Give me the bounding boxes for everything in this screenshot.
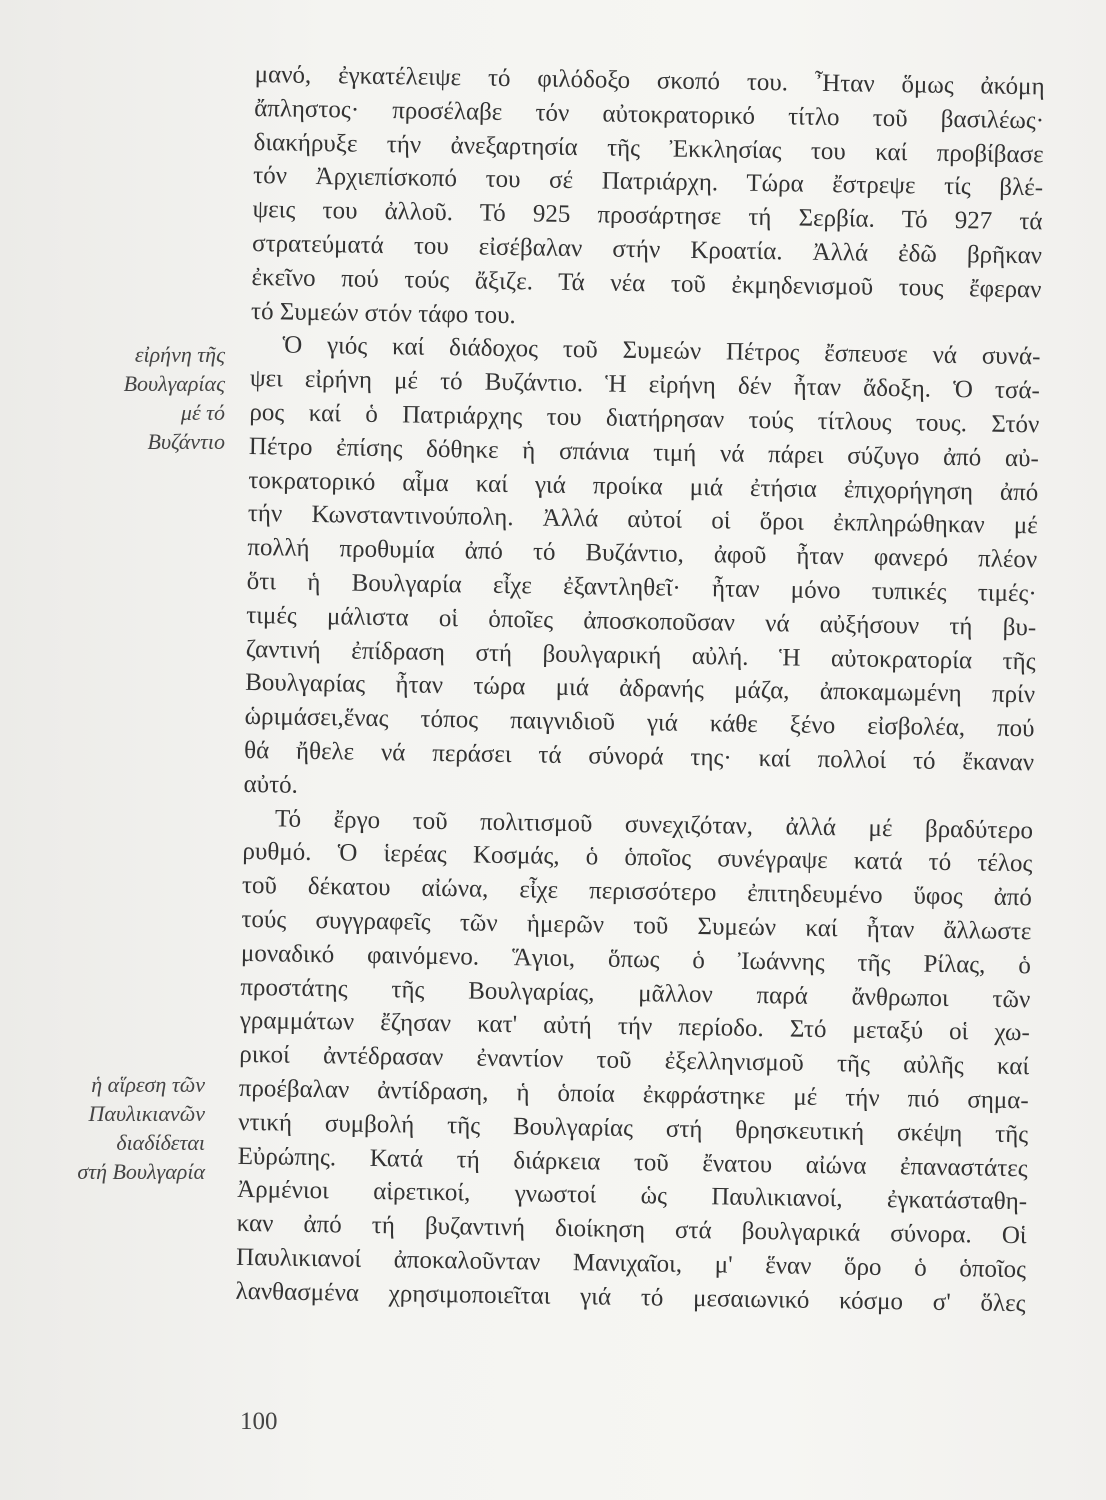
text-line: Βουλγαρίας ἦταν τώρα μιά ἀδρανής μάζα, ἀποκαμωμένη πρίν — [244, 669, 1036, 709]
text-line: ντική συμβολή τῆς Βουλγαρίας στή θρησκευτική σκέψη τῆς — [238, 1108, 1029, 1148]
paragraph-start-line: Ὁ γιός καί διάδοχος τοῦ Συμεών Πέτρος ἔσπευσε νά συνά- — [282, 331, 1041, 371]
margin-note-line: μέ τό — [180, 400, 225, 425]
text-line: ὅτι ἡ Βουλγαρία εἶχε ἐξαντληθεῖ· ἦταν μόνο τυπικές τιμές· — [246, 567, 1037, 608]
text-line: μανό, ἐγκατέλειψε τό φιλόδοξο σκοπό του. Ἦταν ὅμως ἀκόμη — [254, 60, 1045, 101]
text-line: προέβαλαν ἀντίδραση, ἡ ὁποία ἐκφράστηκε μέ τήν πιό σημα- — [238, 1074, 1029, 1115]
body-text — [235, 58, 1045, 1321]
text-line: λανθασμένα χρησιμοποιεῖται γιά τό μεσαιωνικό κόσμο σ' ὅλες — [235, 1277, 1026, 1317]
margin-note-line: διαδίδεται — [116, 1130, 205, 1155]
text-line: καν ἀπό τή βυζαντινή διοίκηση στά βουλγαρικά σύνορα. Οἱ — [236, 1209, 1027, 1250]
margin-note-line: Παυλικιανῶν — [88, 1101, 205, 1126]
text-line: ρικοί ἀντέδρασαν ἐναντίον τοῦ ἐξελληνισμοῦ τῆς αὐλῆς καί — [239, 1040, 1030, 1081]
text-line: τοκρατορικό αἷμα καί γιά προίκα μιά ἐτήσια ἐπιχορήγηση ἀπό — [248, 466, 1039, 506]
margin-note-line: εἰρήνη τῆς — [134, 342, 225, 367]
text-line: διακήρυξε τήν ἀνεξαρτησία τῆς Ἐκκλησίας του καί προβίβασε — [253, 128, 1044, 168]
text-line: τιμές μάλιστα οἱ ὁποῖες ἀποσκοποῦσαν νά αὐξήσουν τή βυ- — [246, 601, 1037, 642]
text-line: στρατεύματά του εἰσέβαλαν στήν Κροατία. Ἀλλά ἐδῶ βρῆκαν — [251, 229, 1043, 270]
text-line: ζαντινή ἐπίδραση στή βουλγαρική αὐλή. Ἡ αὐτοκρατορία τῆς — [245, 635, 1036, 675]
text-line: τήν Κωνσταντινούπολη. Ἀλλά αὐτοί οἱ ὅροι ἐκπληρώθηκαν μέ — [247, 500, 1038, 540]
text-line: ἄπληστος· προσέλαβε τόν αὐτοκρατορικό τίτλο τοῦ βασιλέως· — [253, 94, 1045, 135]
page-number: 100 — [240, 1408, 278, 1435]
text-line: γραμμάτων ἔζησαν κατ' αὐτή τήν περίοδο. Στό μεταξύ οἱ χω- — [239, 1007, 1030, 1047]
margin-note-line: Βουλγαρίας — [123, 371, 225, 396]
paragraph-start-line: Τό ἔργο τοῦ πολιτισμοῦ συνεχιζόταν, ἀλλά μέ βραδύτερο — [274, 804, 1034, 844]
text-line: ἐκεῖνο πού τούς ἄξιζε. Τά νέα τοῦ ἐκμηδενισμοῦ τους ἔφεραν — [251, 263, 1042, 304]
text-line: μοναδικό φαινόμενο. Ἅγιοι, ὅπως ὁ Ἰωάννης τῆς Ρίλας, ὁ — [240, 939, 1032, 980]
text-line: Ἀρμένιοι αἱρετικοί, γνωστοί ὡς Παυλικιανοί, ἐγκατάσταθη- — [237, 1176, 1028, 1216]
text-line: τόν Ἀρχιεπίσκοπό του σέ Πατριάρχη. Τώρα ἔστρεψε τίς βλέ- — [252, 162, 1044, 202]
margin-note-paulician-heresy — [40, 1070, 205, 1186]
text-line: ὡριμάσει,ἕνας τόπος παιγνιδιοῦ γιά κάθε ξένο εἰσβολέα, πού — [244, 703, 1035, 743]
text-line: τό Συμεών στόν τάφο του. — [250, 297, 516, 329]
text-line: ψεις του ἀλλοῦ. Τό 925 προσάρτησε τή Σερβία. Τό 927 τά — [252, 196, 1043, 236]
margin-note-line: Βυζάντιο — [147, 429, 225, 454]
text-line: προστάτης τῆς Βουλγαρίας, μᾶλλον παρά ἄνθρωποι τῶν — [240, 973, 1031, 1013]
text-line: ρος καί ὁ Πατριάρχης του διατήρησαν τούς τίτλους τους. Στόν — [249, 398, 1040, 439]
text-line: ψει εἰρήνη μέ τό Βυζάντιο. Ἡ εἰρήνη δέν ἦταν ἄδοξη. Ὁ τσά- — [249, 365, 1041, 405]
text-line: αὐτό. — [243, 770, 299, 799]
text-line: τοῦ δέκατου αἰώνα, εἶχε περισσότερο ἐπιτηδευμένο ὕφος ἀπό — [241, 872, 1033, 912]
text-line: ρυθμό. Ὁ ἱερέας Κοσμάς, ὁ ὁποῖος συνέγραψε κατά τό τέλος — [242, 838, 1033, 878]
margin-note-line: ἡ αἵρεση τῶν — [91, 1072, 205, 1097]
margin-note-line: στή Βουλγαρία — [77, 1159, 205, 1184]
margin-note-peace-with-byzantium — [60, 340, 225, 456]
text-line: Εὐρώπης. Κατά τή διάρκεια τοῦ ἔνατου αἰώνα ἐπαναστάτες — [237, 1142, 1028, 1182]
text-line: θά ἤθελε νά περάσει τά σύνορά της· καί πολλοί τό ἔκαναν — [243, 736, 1035, 777]
text-line: Παυλικιανοί ἀποκαλοῦνταν Μανιχαῖοι, μ' ἕναν ὅρο ὁ ὁποῖος — [235, 1243, 1027, 1284]
text-line: πολλή προθυμία ἀπό τό Βυζάντιο, ἀφοῦ ἦταν φανερό πλέον — [247, 534, 1038, 574]
text-line: Πέτρο ἐπίσης δόθηκε ἡ σπάνια τιμή νά πάρει σύζυγο ἀπό αὐ- — [248, 432, 1040, 473]
text-line: τούς συγγραφεῖς τῶν ἡμερῶν τοῦ Συμεών καί ἦταν ἄλλωστε — [241, 905, 1032, 946]
